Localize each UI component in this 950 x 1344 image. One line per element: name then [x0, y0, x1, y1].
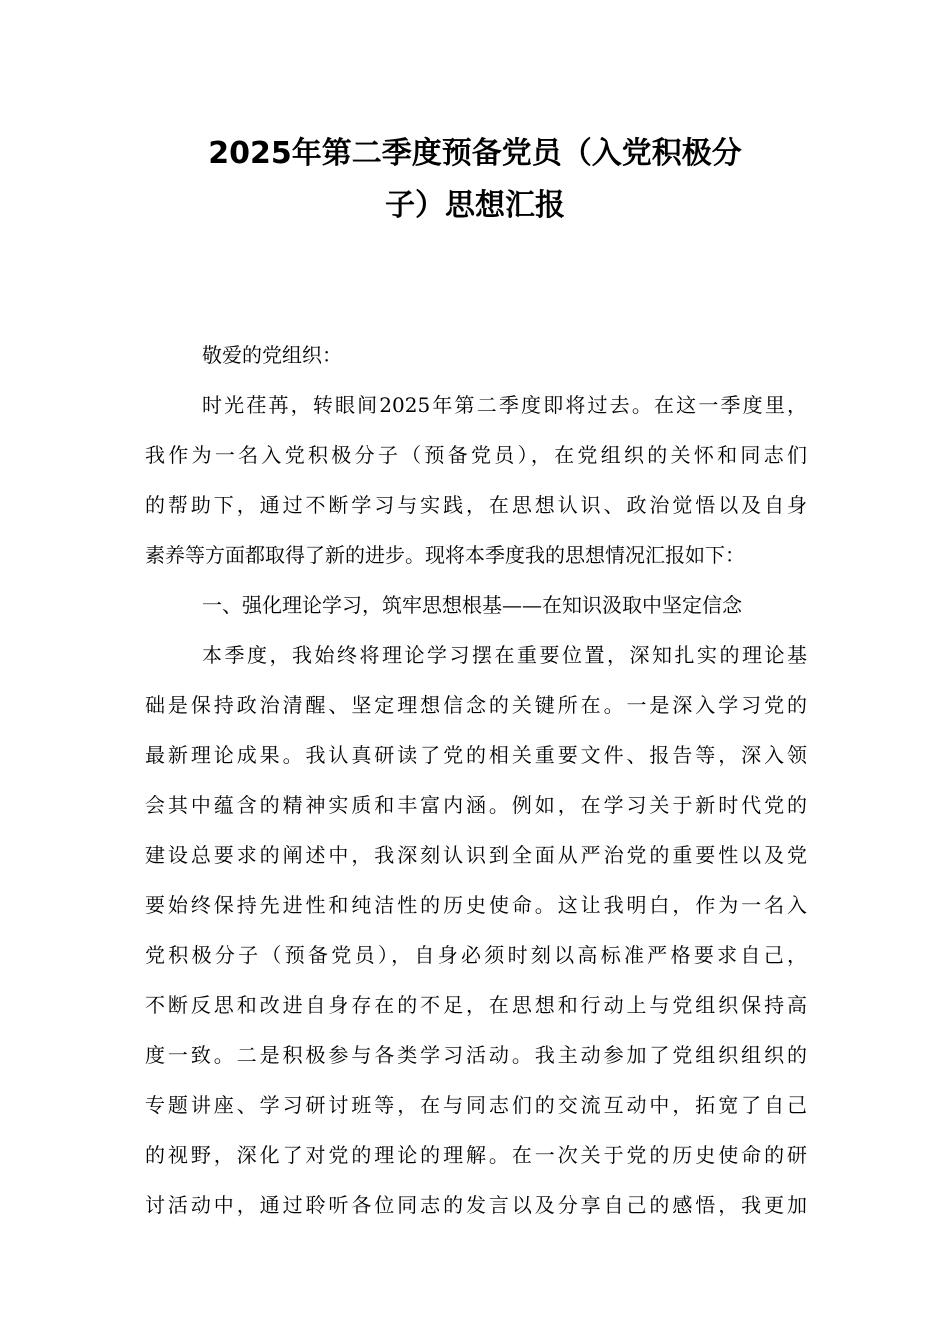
paragraph-line: 建设总要求的阐述中，我深刻认识到全面从严治党的重要性以及党	[145, 843, 807, 867]
document-title	[140, 128, 810, 232]
title-line-1: 2025年第二季度预备党员（入党积极分	[208, 136, 742, 171]
paragraph-line: 时光荏苒，转眼间2025年第二季度即将过去。在这一季度里，	[202, 393, 807, 417]
title-line-2: 子）思想汇报	[385, 188, 565, 223]
paragraph-line: 最新理论成果。我认真研读了党的相关重要文件、报告等，深入领	[145, 743, 807, 767]
paragraph-line: 础是保持政治清醒、坚定理想信念的关键所在。一是深入学习党的	[145, 693, 807, 717]
paragraph-line: 讨活动中，通过聆听各位同志的发言以及分享自己的感悟，我更加	[145, 1193, 807, 1217]
paragraph-line: 本季度，我始终将理论学习摆在重要位置，深知扎实的理论基	[202, 643, 807, 667]
paragraph-line: 的帮助下，通过不断学习与实践，在思想认识、政治觉悟以及自身	[145, 493, 807, 517]
document-body	[145, 330, 807, 1230]
paragraph-line: 要始终保持先进性和纯洁性的历史使命。这让我明白，作为一名入	[145, 893, 807, 917]
paragraph-line: 的视野，深化了对党的理论的理解。在一次关于党的历史使命的研	[145, 1143, 807, 1167]
section-heading: 一、强化理论学习，筑牢思想根基——在知识汲取中坚定信念	[202, 593, 742, 617]
paragraph-line: 我作为一名入党积极分子（预备党员），在党组织的关怀和同志们	[145, 443, 807, 467]
paragraph-line: 度一致。二是积极参与各类学习活动。我主动参加了党组织组织的	[145, 1043, 807, 1067]
paragraph-line: 素养等方面都取得了新的进步。现将本季度我的思想情况汇报如下：	[145, 543, 745, 567]
paragraph-line: 会其中蕴含的精神实质和丰富内涵。例如，在学习关于新时代党的	[145, 793, 807, 817]
paragraph-line: 不断反思和改进自身存在的不足，在思想和行动上与党组织保持高	[145, 993, 807, 1017]
paragraph-line: 专题讲座、学习研讨班等，在与同志们的交流互动中，拓宽了自己	[145, 1093, 807, 1117]
salutation: 敬爱的党组织：	[202, 343, 342, 367]
paragraph-line: 党积极分子（预备党员），自身必须时刻以高标准严格要求自己，	[145, 943, 807, 967]
